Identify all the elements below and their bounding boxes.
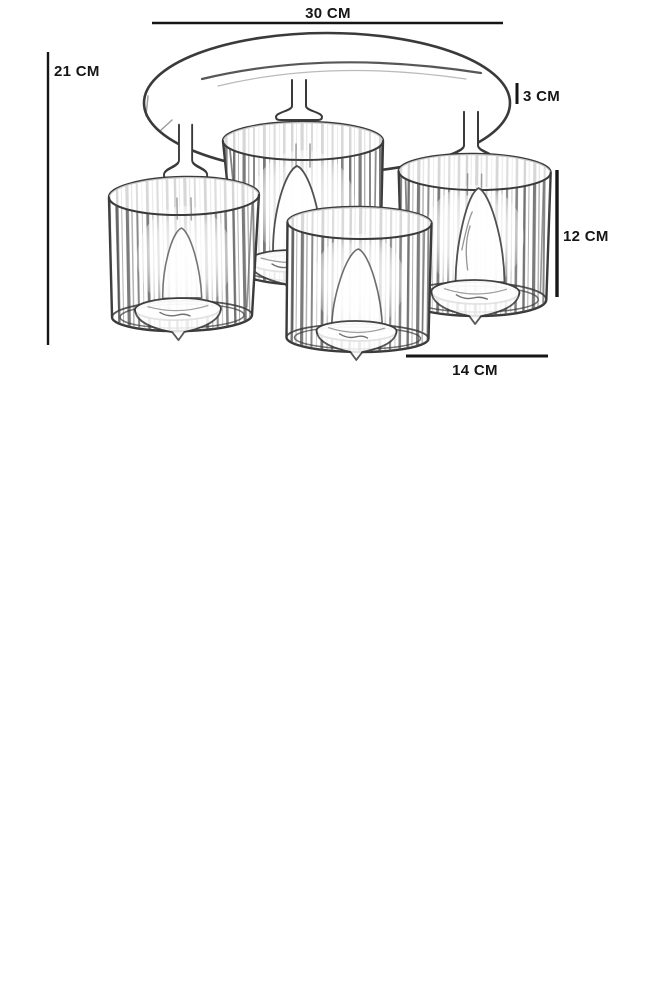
dimension-label-overall-height: 21 CM <box>54 63 100 80</box>
dimension-label-top-width: 30 CM <box>305 5 351 22</box>
lamp-drawing <box>109 33 551 361</box>
bulb-reflector-right <box>431 280 519 325</box>
bulb-reflector-left <box>135 297 222 340</box>
dimension-label-shade-height: 12 CM <box>563 228 609 245</box>
lamp-shade-left <box>109 176 262 342</box>
dimension-label-shade-diameter: 14 CM <box>452 362 498 379</box>
lamp-shade-front <box>286 206 431 360</box>
bulb-reflector-front <box>316 321 396 361</box>
dimension-label-canopy-height: 3 CM <box>523 88 561 105</box>
